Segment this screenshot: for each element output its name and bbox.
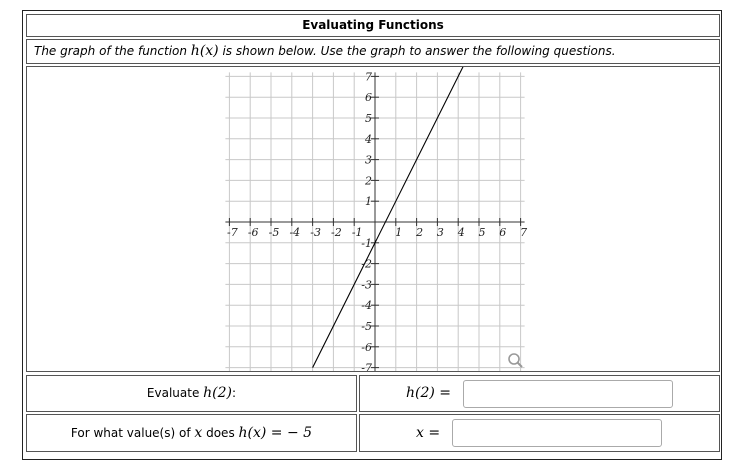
x-tick-label: -2 [331,226,342,239]
y-tick-label: 2 [365,174,372,188]
prompt-text-post: is shown below. Use the graph to answer the following questions. [218,44,616,58]
y-tick-label: 5 [365,112,372,125]
q1-math: h(2) [203,385,233,401]
question-2-label [26,414,357,452]
y-tick-label: -2 [361,257,372,271]
x-tick-label: 2 [416,226,424,239]
x-tick-label: 7 [520,226,528,239]
y-tick-label: -3 [361,278,372,292]
x-tick-label: -5 [268,226,280,239]
q2-var: x [194,425,203,441]
x-tick-label: 4 [457,226,465,239]
function-graph [27,67,720,372]
x-tick-label: 5 [478,226,486,239]
question-1-answer-cell [359,375,720,412]
y-tick-label: 4 [365,132,372,146]
q2-answer-label: x = [416,425,441,441]
function-line [313,67,465,368]
y-tick-label: -7 [361,361,372,373]
question-1-label [26,375,357,412]
prompt-function: h(x) [190,43,219,59]
x-tick-label: -3 [310,226,321,239]
magnifier-icon[interactable] [509,354,522,367]
q2-text-pre: For what value(s) of [70,426,195,440]
y-tick-label: -6 [361,340,372,354]
y-tick-label: 3 [365,153,372,167]
x-tick-label: -6 [247,226,259,239]
q2-text-mid: does [202,426,239,440]
graph-panel [26,66,720,372]
x-tick-label: -7 [227,226,238,239]
x-tick-label: 6 [499,226,507,239]
x-tick-label: -1 [351,226,363,239]
prompt-text-pre: The graph of the function [34,44,191,58]
y-tick-label: -1 [361,236,372,250]
q1-answer-label: h(2) = [406,385,452,401]
y-tick-label: 6 [365,91,372,105]
q1-colon: : [232,386,237,400]
q2-math: h(x) = − 5 [238,425,313,441]
x-tick-label: -4 [289,226,301,239]
q1-text: Evaluate [146,386,204,400]
x-tick-label: 3 [436,226,444,239]
x-tick-label: 1 [395,226,403,239]
page-title: Evaluating Functions [26,14,720,37]
y-tick-label: 7 [365,70,372,84]
y-tick-label: -5 [361,320,372,333]
x-value-input[interactable] [452,419,662,447]
question-2-answer-cell [359,414,720,452]
question-prompt [26,39,720,64]
h-of-2-input[interactable] [463,380,673,408]
y-tick-label: 1 [365,195,372,209]
y-tick-label: -4 [361,299,372,313]
